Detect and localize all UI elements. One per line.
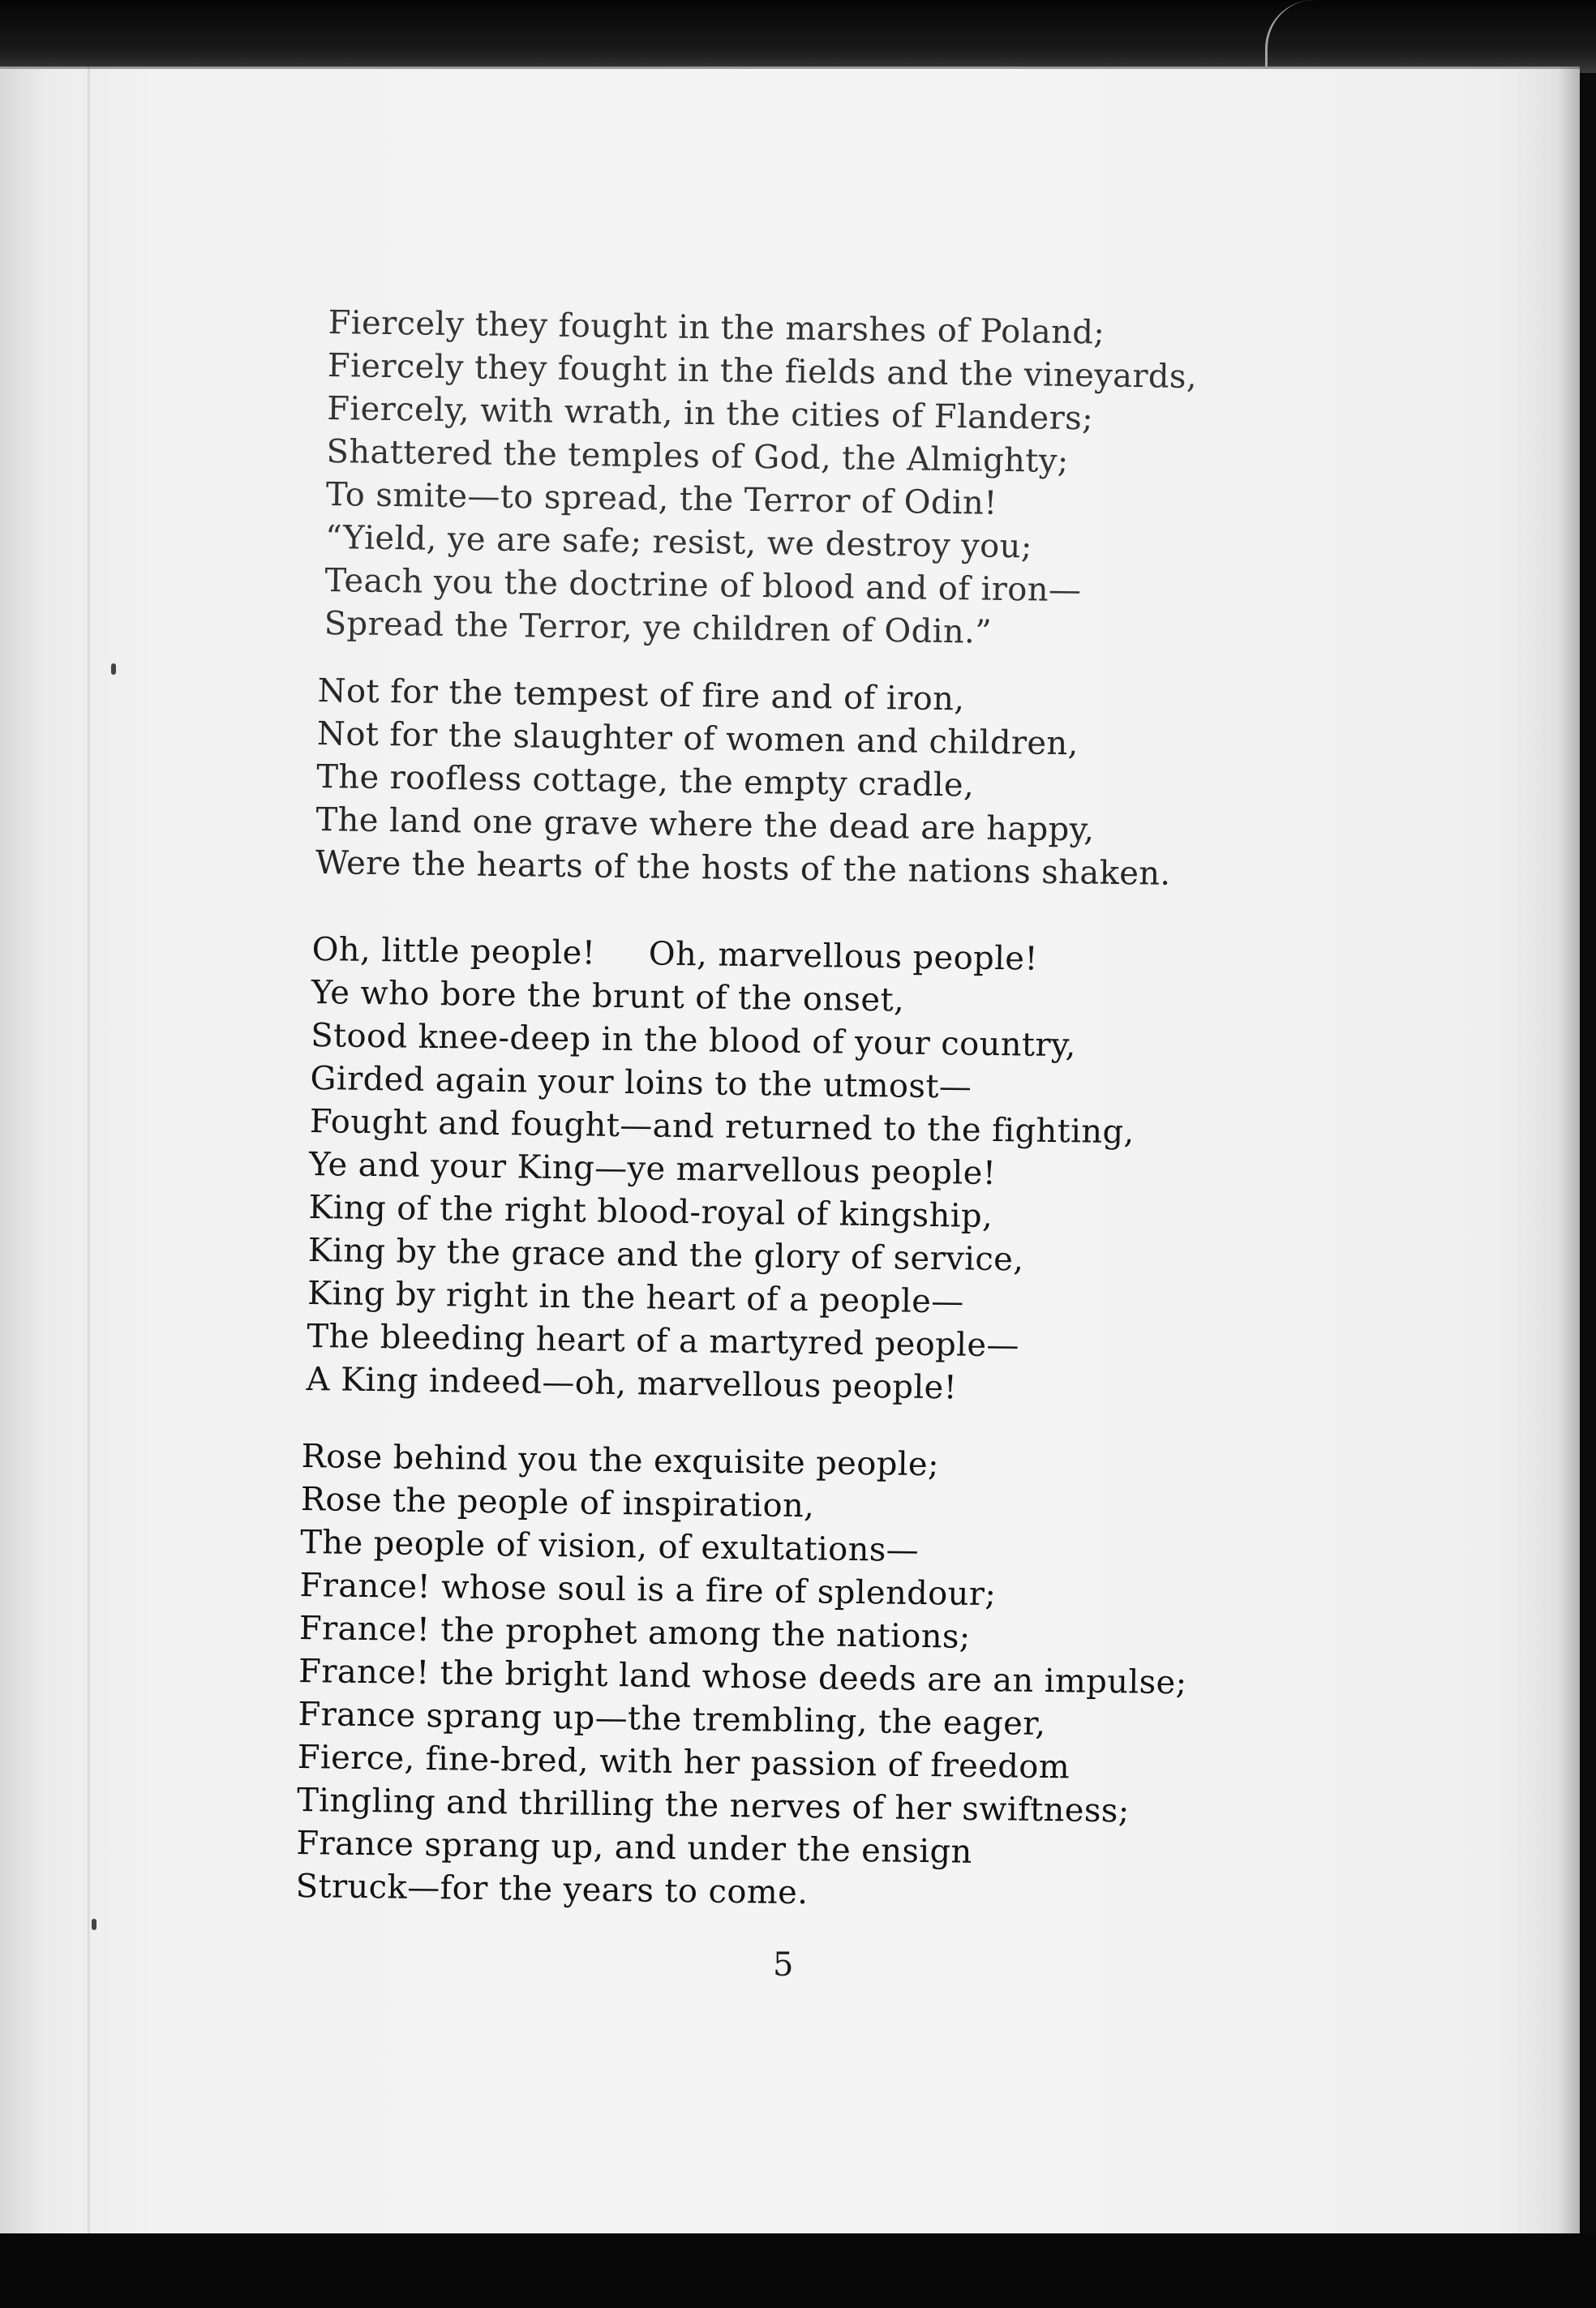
poem-line: France! whose soul is a fire of splendour; [299, 1566, 997, 1614]
stanza-4 [295, 1435, 1356, 1922]
poem-line: King by right in the heart of a people— [307, 1274, 964, 1321]
poem-line: Ye who bore the brunt of the onset, [311, 973, 905, 1019]
poem-line: “Yield, ye are safe; resist, we destroy you; [324, 518, 1033, 566]
stanza-1 [324, 302, 1382, 659]
poem-line: Not for the slaughter of women and children, [316, 714, 1079, 763]
poem-line: Struck—for the years to come. [295, 1867, 809, 1912]
poem-line: Were the hearts of the hosts of the nations shaken. [315, 843, 1171, 893]
poem-line: Oh, little people! Oh, marvellous people! [311, 930, 1039, 978]
poem-line: A King indeed—oh, marvellous people! [306, 1360, 958, 1407]
poem-line: Stood knee-deep in the blood of your country, [310, 1016, 1077, 1065]
poem-line: King by the grace and the glory of service, [307, 1231, 1024, 1279]
poem-line: France sprang up, and under the ensign [296, 1824, 973, 1871]
poem-line: Fiercely they fought in the marshes of Poland; [328, 303, 1105, 352]
poem-line: The people of vision, of exultations— [299, 1523, 920, 1569]
poem-line: Not for the tempest of fire and of iron, [317, 671, 965, 719]
poem-line: Teach you the doctrine of blood and of iron— [324, 561, 1082, 610]
poem-line: Rose the people of inspiration, [300, 1480, 815, 1525]
poem-line: Spread the Terror, ye children of Odin.” [324, 604, 993, 651]
poem-line: The bleeding heart of a martyred people— [307, 1317, 1020, 1365]
poem-line: Fiercely they fought in the fields and the vineyards, [327, 346, 1198, 397]
poem-line: To smite—to spread, the Terror of Odin! [325, 475, 998, 522]
poem-line: King of the right blood-royal of kingship, [308, 1188, 993, 1236]
page-number: 5 [773, 1946, 794, 1984]
poem-line: Ye and your King—ye marvellous people! [308, 1145, 997, 1193]
poem-line: Fought and fought—and returned to the fighting, [309, 1102, 1135, 1152]
poem-line: Fiercely, with wrath, in the cities of Flanders; [326, 389, 1094, 438]
poem-line: France! the prophet among the nations; [298, 1609, 972, 1656]
poem-line: France sprang up—the trembling, the eager, [298, 1695, 1046, 1744]
poem-line: Girded again your loins to the utmost— [310, 1059, 972, 1106]
poem-line: The roofless cottage, the empty cradle, [315, 757, 975, 804]
poem-line: Rose behind you the exquisite people; [301, 1437, 940, 1484]
poem-line: The land one grave where the dead are happy, [315, 800, 1095, 849]
poem-line: France! the bright land whose deeds are an impulse; [298, 1652, 1187, 1702]
poem-line: Fierce, fine-bred, with her passion of freedom [297, 1738, 1070, 1787]
poem-line: Shattered the temples of God, the Almighty; [326, 432, 1069, 480]
stanza-3 [306, 929, 1366, 1415]
poem-line: Tingling and thrilling the nerves of her swiftness; [296, 1781, 1130, 1830]
stanza-2 [315, 670, 1372, 899]
